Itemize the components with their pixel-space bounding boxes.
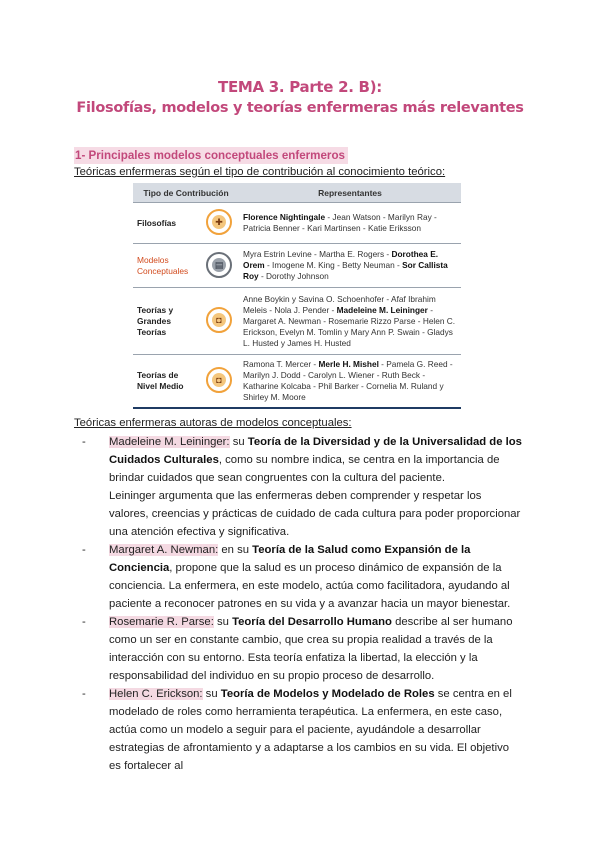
authors-subheading: Teóricas enfermeras autoras de modelos conceptuales: (74, 417, 352, 429)
theory-name: Teoría de la Salud como Expansión de la Conciencia (109, 544, 471, 574)
author-name: Margaret A. Newman: (109, 544, 219, 556)
puzzle-icon: ✚ (206, 209, 232, 235)
representatives-cell: Ramona T. Mercer - Merle H. Mishel - Pamela G. Reed - Marilyn J. Dodd - Carolyn L. Wiener - Ruth Beck - Katharine Kolcaba - Phil Barker - Cornelia M. Ruland y Shirley M. Moore (239, 355, 461, 409)
authors-list (82, 433, 522, 775)
page-title: TEMA 3. Parte 2. B): (218, 78, 382, 96)
section-heading: 1- Principales modelos conceptuales enfermeros (74, 147, 348, 164)
table-row (133, 244, 461, 288)
category-cell: Filosofías (133, 203, 199, 244)
book-icon: ▤ (206, 252, 232, 278)
author-note: Leininger argumenta que las enfermeras deben comprender y respetar los valores, creencias y prácticas de cuidado de cada cultura para poder proporcionar una atención efectiva y significativa. (109, 490, 521, 538)
list-item: - Madeleine M. Leininger: su Teoría de la Diversidad y de la Universalidad de los Cuidados Culturales, como su nombre indica, se centra en la importancia de brindar cuidados que sean congruentes con la cultura del paciente. Leininger argumenta que las enfermeras deben comprender y respetar los valores, creencias y prácticas de cuidado de cada cultura para poder proporcionar una atención efectiva y significativa. (82, 433, 522, 541)
theory-name: Teoría de la Diversidad y de la Universalidad de los Cuidados Culturales (109, 436, 522, 466)
author-name: Helen C. Erickson: (109, 688, 203, 700)
column-header-representatives: Representantes (239, 183, 461, 203)
representatives-cell: Florence Nightingale - Jean Watson - Marilyn Ray - Patricia Benner - Kari Martinsen - Katie Eriksson (239, 203, 461, 244)
category-cell: Teorías de Nivel Medio (133, 355, 199, 409)
bookmark-icon: ◘ (206, 307, 232, 333)
list-item: - Helen C. Erickson: su Teoría de Modelos y Modelado de Roles se centra en el modelado de roles como herramienta terapéutica. La enfermera, en este caso, actúa como un modelo a seguir para el paciente, ayudándole a desarrollar estrategias de afrontamiento y a adaptarse a los cambios en su vida. El objetivo es fortalecer al (82, 688, 512, 772)
table-header-row (133, 183, 461, 203)
contribution-table (133, 183, 461, 409)
theory-name: Teoría del Desarrollo Humano (232, 616, 392, 628)
representatives-cell: Myra Estrin Levine - Martha E. Rogers - Dorothea E. Orem - Imogene M. King - Betty Neuman - Sor Callista Roy - Dorothy Johnson (239, 244, 461, 288)
author-name: Madeleine M. Leininger: (109, 436, 230, 448)
representatives-cell: Anne Boykin y Savina O. Schoenhofer - Afaf Ibrahim Meleis - Nola J. Pender - Madeleine M. Leininger - Margaret A. Newman - Rosemarie Rizzo Parse - Helen C. Erickson, Evelyn M. Tomlin y Mary Ann P. Swain - Gladys L. Husted y James H. Husted (239, 288, 461, 355)
table-row (133, 288, 461, 355)
table-row (133, 355, 461, 409)
column-header-contribution: Tipo de Contribución (133, 183, 239, 203)
category-cell: Modelos Conceptuales (133, 244, 199, 288)
table-row (133, 203, 461, 244)
theory-name: Teoría de Modelos y Modelado de Roles (220, 688, 435, 700)
list-item: - Rosemarie R. Parse: su Teoría del Desarrollo Humano describe al ser humano como un ser en constante cambio, que crea su propia realidad a través de la interacción con su entorno. Esta teoría enfatiza la libertad, la elección y la responsabilidad del individuo en su propio proceso de desarrollo. (82, 616, 513, 682)
author-name: Rosemarie R. Parse: (109, 616, 214, 628)
category-cell: Teorías y Grandes Teorías (133, 288, 199, 355)
table-subheading: Teóricas enfermeras según el tipo de contribución al conocimiento teórico: (74, 166, 446, 178)
list-item: - Margaret A. Newman: en su Teoría de la Salud como Expansión de la Conciencia, propone que la salud es un proceso dinámico de expansión de la conciencia. La enfermera, en este modelo, actúa como facilitadora, ayudando al paciente a reconocer patrones en su vida y a avanzar hacia un mayor bienestar. (82, 544, 511, 610)
bookmark-icon: ◘ (206, 367, 232, 393)
page-subtitle: Filosofías, modelos y teorías enfermeras más relevantes (76, 100, 524, 116)
